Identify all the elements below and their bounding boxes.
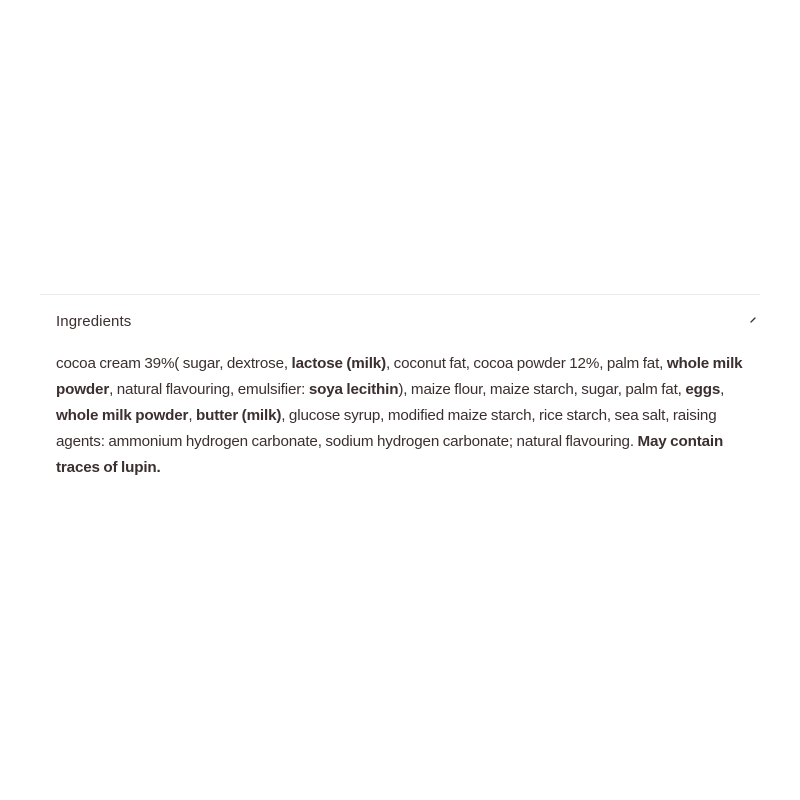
accordion-title: Ingredients: [56, 312, 132, 330]
chevron-up-icon[interactable]: [746, 313, 760, 327]
ingredients-text: [56, 351, 744, 481]
allergen-soya-lecithin: soya lecithin: [308, 381, 399, 398]
ingredient-segment: , natural flavouring, emulsifier:: [109, 381, 309, 398]
allergen-whole-milk-powder: whole milk powder: [56, 407, 189, 424]
allergen-eggs: eggs: [685, 381, 721, 398]
ingredient-segment: ,: [720, 381, 725, 398]
allergen-whole-milk-powder: whole milk powder: [56, 355, 743, 398]
ingredient-segment: cocoa cream 39%( sugar, dextrose,: [56, 355, 292, 372]
accordion-body: [40, 347, 744, 481]
ingredients-accordion-header[interactable]: [40, 295, 760, 347]
ingredient-segment: ), maize flour, maize starch, sugar, palm fat,: [398, 381, 686, 398]
ingredient-segment: ,: [188, 407, 196, 424]
ingredient-segment: , coconut fat, cocoa powder 12%, palm fat,: [386, 355, 667, 372]
ingredients-accordion: [40, 294, 760, 481]
ingredient-segment: , glucose syrup, modified maize starch, rice starch, sea salt, raising agents: ammonium hydrogen carbonate, sodium hydrogen carbonate; natural flavouring.: [56, 407, 717, 450]
allergen-lactose: lactose (milk): [291, 355, 386, 372]
allergen-warning: May contain traces of lupin.: [56, 433, 724, 476]
allergen-butter: butter (milk): [195, 407, 282, 424]
